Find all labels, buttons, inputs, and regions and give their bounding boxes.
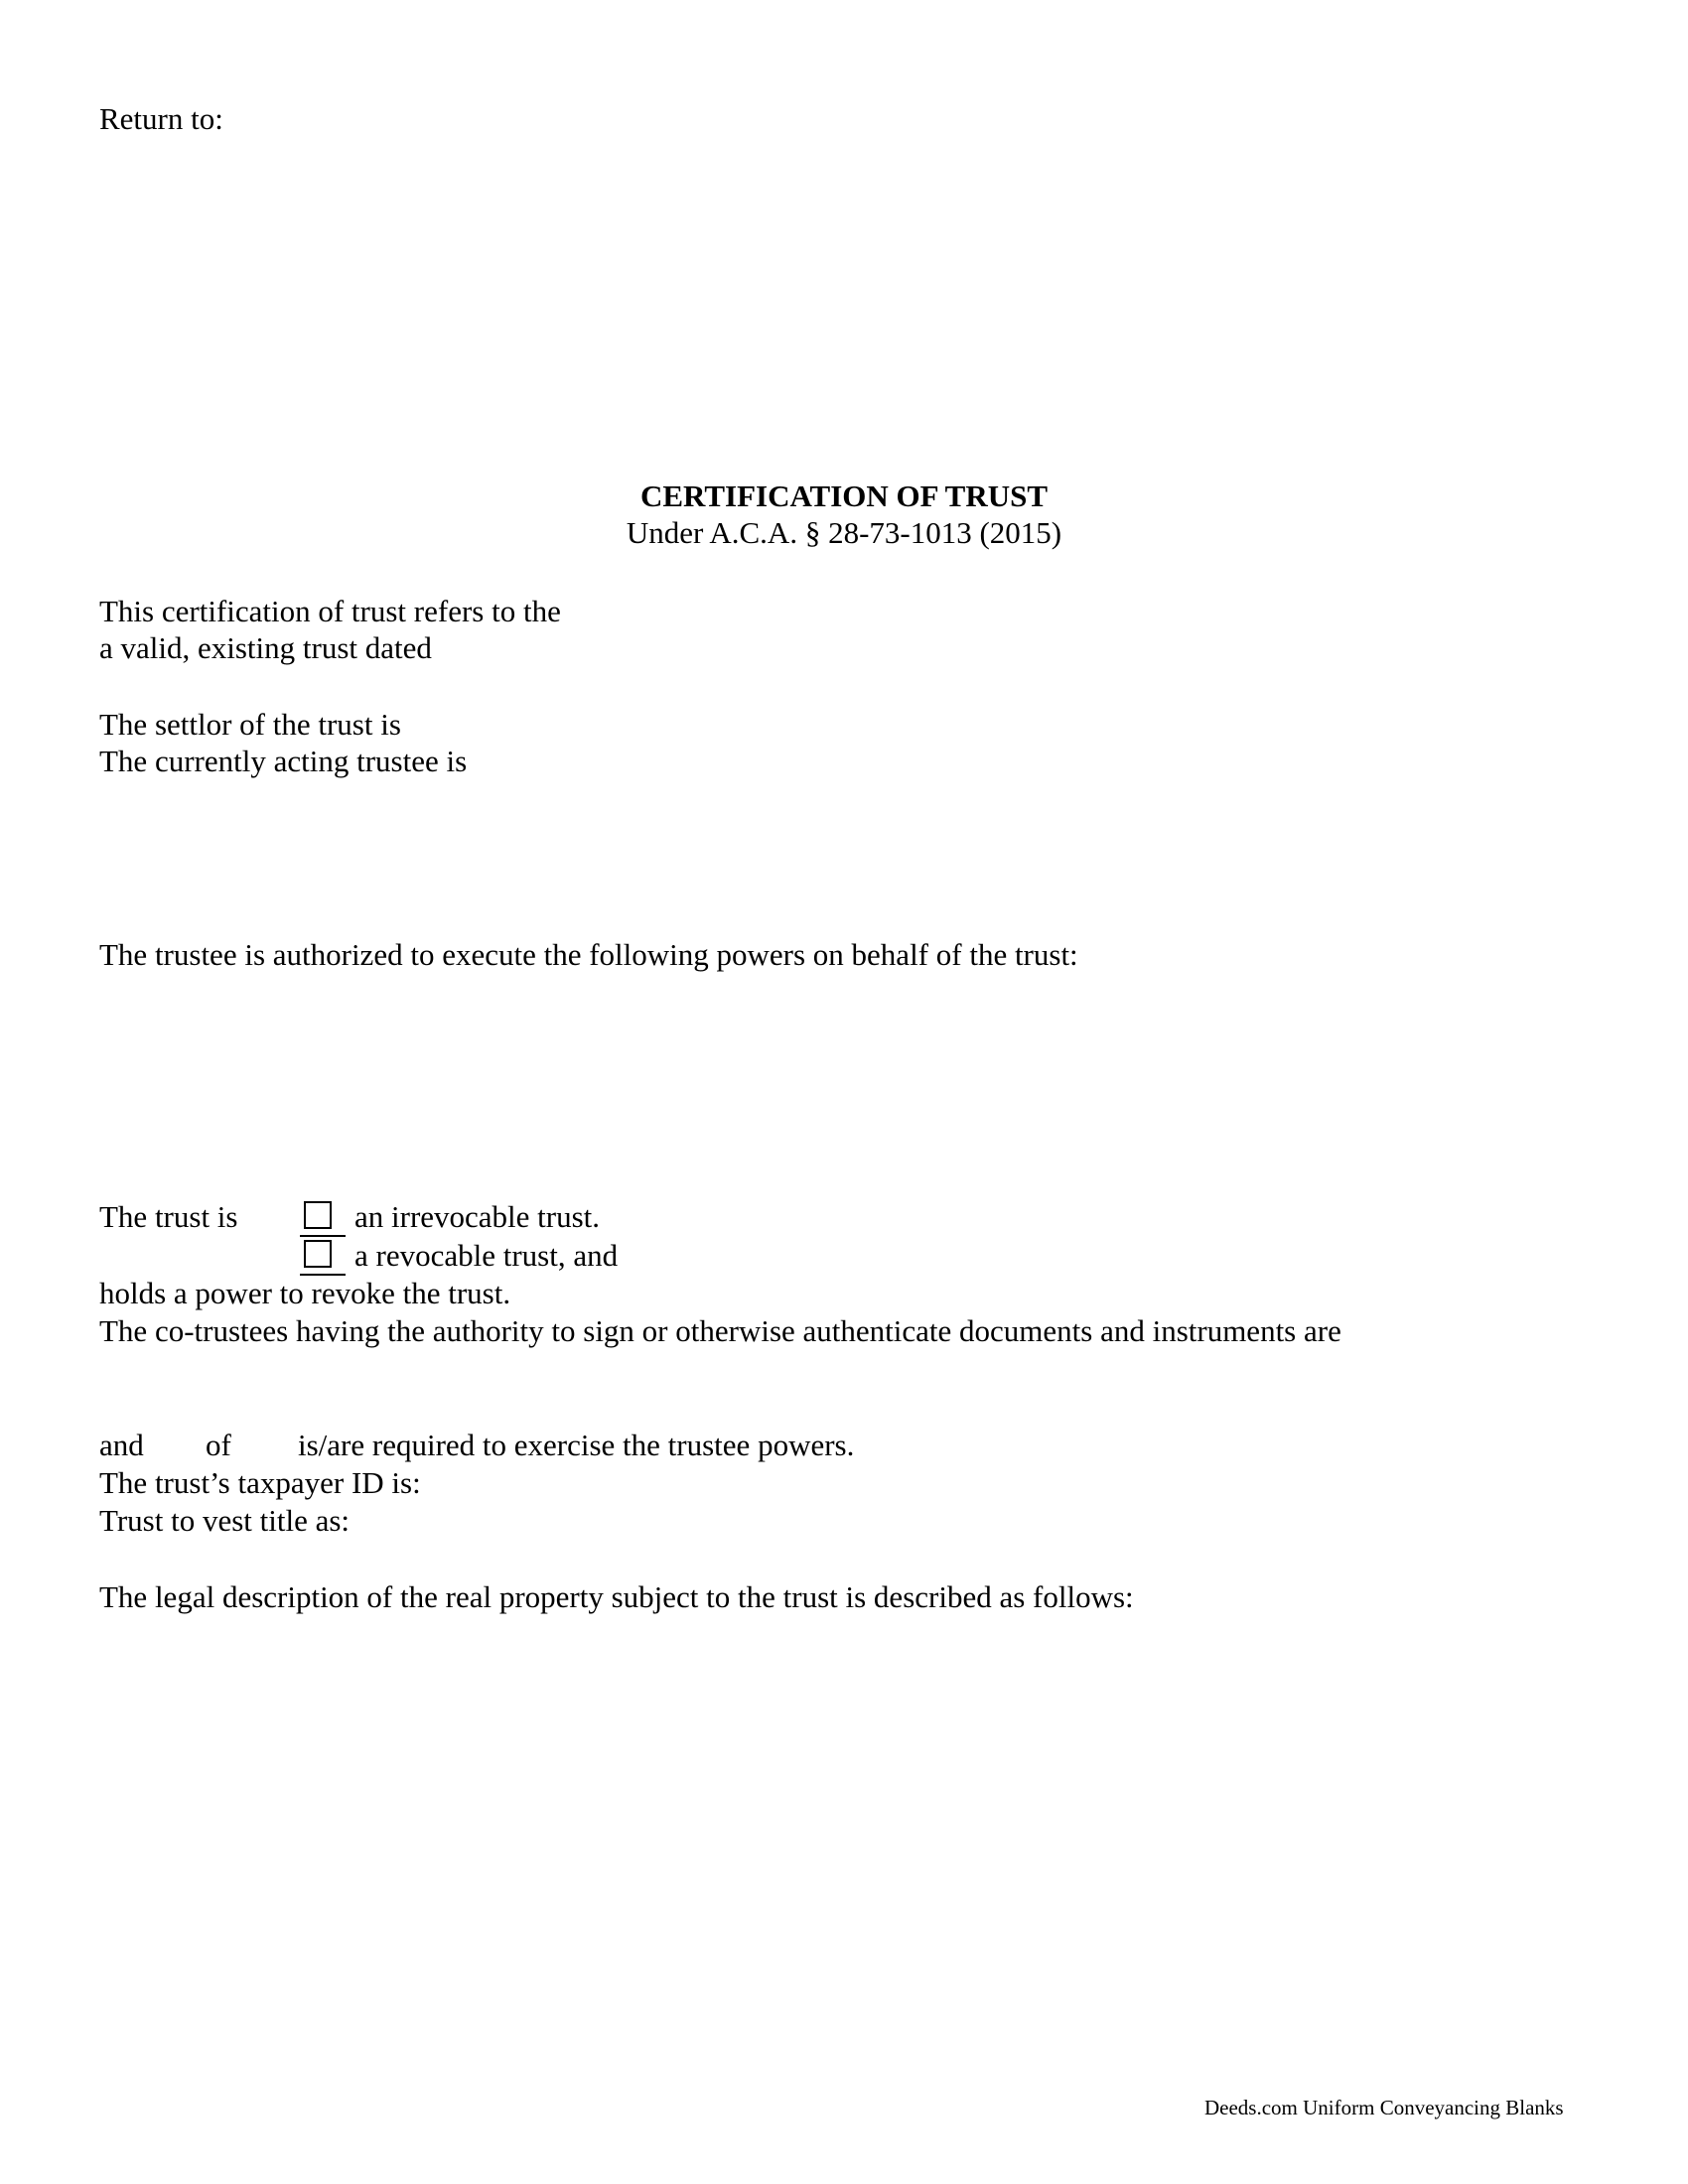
trustee-label: The currently acting trustee is	[99, 744, 468, 778]
cotrustees-required-text: is/are required to exercise the trustee powers.	[298, 1428, 855, 1462]
irrevocable-option-label: an irrevocable trust.	[354, 1199, 601, 1234]
vest-title-label: Trust to vest title as:	[99, 1503, 351, 1538]
taxpayer-id-label: The trust’s taxpayer ID is:	[99, 1465, 421, 1500]
irrevocable-checkbox-underline	[300, 1235, 346, 1237]
settlor-label: The settlor of the trust is	[99, 707, 401, 742]
cotrustees-and-word: and	[99, 1428, 144, 1462]
document-subtitle: Under A.C.A. § 28-73-1013 (2015)	[626, 515, 1062, 550]
legal-description-label: The legal description of the real property subject to the trust is described as follows:	[99, 1579, 1134, 1614]
footer-credit: Deeds.com Uniform Conveyancing Blanks	[1204, 2096, 1564, 2119]
revoke-power-line: holds a power to revoke the trust.	[99, 1276, 511, 1310]
powers-statement: The trustee is authorized to execute the following powers on behalf of the trust:	[99, 937, 1078, 972]
intro-line-2: a valid, existing trust dated	[99, 630, 432, 665]
revocable-checkbox[interactable]	[304, 1240, 332, 1268]
document-title: CERTIFICATION OF TRUST	[639, 478, 1049, 513]
irrevocable-checkbox[interactable]	[304, 1201, 332, 1229]
intro-line-1: This certification of trust refers to the	[99, 594, 561, 628]
cotrustees-of-word: of	[206, 1428, 231, 1462]
trust-type-label: The trust is	[99, 1199, 238, 1234]
cotrustees-statement: The co-trustees having the authority to sign or otherwise authenticate documents and instruments are	[99, 1313, 1341, 1348]
revocable-option-label: a revocable trust, and	[354, 1238, 619, 1273]
return-to-label: Return to:	[99, 101, 223, 136]
